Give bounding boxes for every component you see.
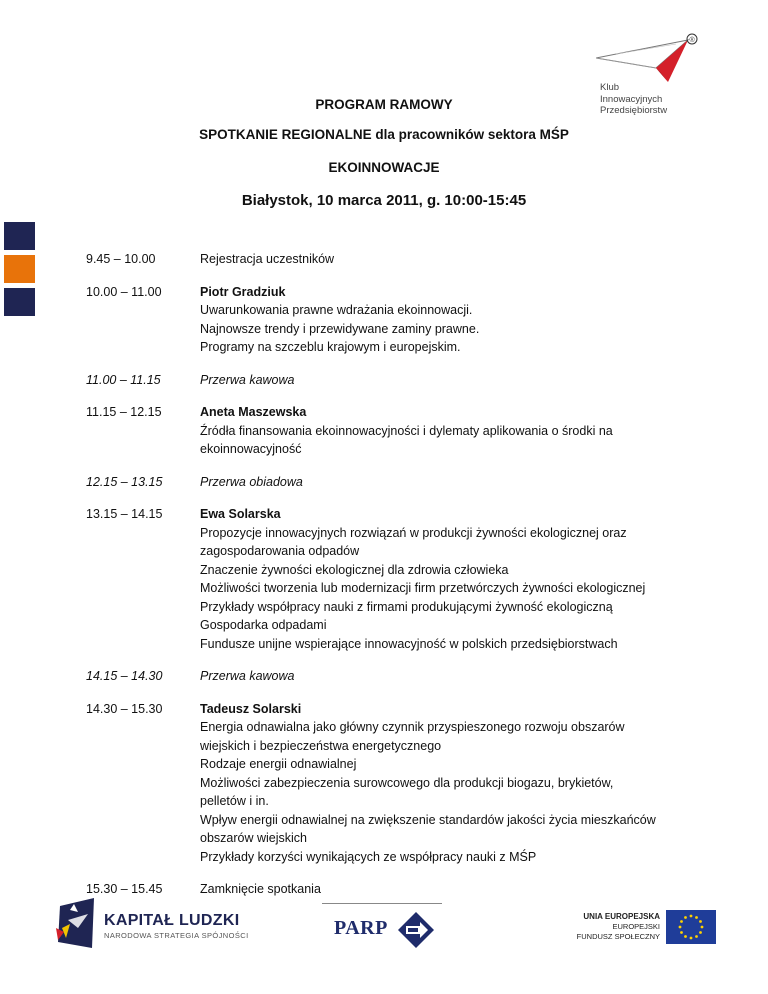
schedule-time: 10.00 – 11.00: [86, 284, 162, 299]
schedule-line: Propozycje innowacyjnych rozwiązań w produkcji żywności ekologicznej oraz: [200, 525, 627, 540]
eu-star-icon: [690, 915, 693, 918]
program-title: PROGRAM RAMOWY: [315, 97, 453, 112]
schedule-line: Fundusze unijne wspierające innowacyjność w polskich przedsiębiorstwach: [200, 636, 618, 651]
schedule-time: 13.15 – 14.15: [86, 507, 163, 521]
kip-line-3: Przedsiębiorstw: [600, 105, 668, 116]
schedule-line: Gospodarka odpadami: [200, 618, 327, 632]
schedule-row: [86, 700, 706, 867]
schedule: [86, 250, 706, 913]
footer-divider: [322, 903, 442, 904]
eu-text: [577, 912, 660, 942]
speaker-name: Aneta Maszewska: [200, 405, 307, 419]
eu-line-2: EUROPEJSKI: [612, 922, 660, 931]
eu-star-icon: [684, 916, 687, 919]
kip-line-1: Klub: [600, 82, 620, 93]
registered-mark: ®: [689, 37, 695, 44]
kapital-ludzki-emblem-icon: [54, 898, 100, 948]
schedule-time: 11.00 – 11.15: [86, 372, 161, 387]
schedule-row: [86, 403, 706, 459]
parp-logo: [334, 912, 444, 952]
schedule-time: 12.15 – 13.15: [86, 474, 163, 489]
schedule-row: [86, 250, 706, 269]
kip-line-2: Innowacyjnych: [600, 93, 663, 105]
schedule-content: [200, 667, 706, 686]
schedule-content: [200, 283, 706, 357]
schedule-line: Wpływ energii odnawialnej na zwiększenie standardów jakości życia mieszkańców: [200, 812, 656, 827]
topic-title: EKOINNOWACJE: [328, 160, 440, 175]
parp-emblem-icon: [398, 912, 434, 948]
schedule-content: [200, 880, 706, 899]
meeting-subtitle: SPOTKANIE REGIONALNE dla pracowników sektora MŚP: [199, 127, 569, 142]
side-squares: [4, 222, 35, 321]
kapital-ludzki-subtitle: NARODOWA STRATEGIA SPÓJNOŚCI: [104, 931, 249, 940]
schedule-row: [86, 283, 706, 357]
schedule-line: Przerwa kawowa: [200, 372, 295, 387]
parp-wordmark: PARP: [334, 917, 388, 939]
speaker-name: Ewa Solarska: [200, 507, 281, 521]
schedule-line: Rodzaje energii odnawialnej: [200, 757, 357, 771]
eu-star-icon: [684, 935, 687, 938]
schedule-row: [86, 505, 706, 653]
schedule-content: [200, 371, 706, 390]
schedule-time: 14.15 – 14.30: [86, 669, 163, 683]
schedule-line: Przerwa obiadowa: [200, 474, 303, 489]
eu-star-icon: [680, 931, 683, 934]
schedule-content: [200, 250, 706, 269]
eu-line-1: UNIA EUROPEJSKA: [583, 912, 660, 921]
schedule-line: wiejskich i bezpieczeństwa energetycznego: [200, 738, 442, 753]
kapital-ludzki-title: KAPITAŁ LUDZKI: [104, 912, 240, 929]
eu-line-3: FUNDUSZ SPOŁECZNY: [576, 932, 660, 941]
eu-star-icon: [695, 916, 698, 919]
eu-logo: [570, 910, 720, 950]
schedule-line: Energia odnawialna jako główny czynnik przyspieszonego rozwoju obszarów: [200, 720, 625, 734]
eu-star-icon: [701, 926, 704, 929]
schedule-line: Najnowsze trendy i przewidywane zaminy prawne.: [200, 321, 480, 336]
schedule-row: [86, 473, 706, 492]
schedule-line: Znaczenie żywności ekologicznej dla zdrowia człowieka: [200, 562, 509, 577]
schedule-line: Programy na szczeblu krajowym i europejskim.: [200, 340, 461, 354]
schedule-line: Rejestracja uczestników: [200, 252, 335, 266]
schedule-time: 15.30 – 15.45: [86, 882, 163, 896]
schedule-line: Zamknięcie spotkania: [200, 882, 321, 896]
eu-star-icon: [679, 926, 682, 929]
schedule-line: Możliwości tworzenia lub modernizacji firm przetwórczych żywności ekologicznej: [200, 581, 646, 595]
schedule-time: 9.45 – 10.00: [86, 252, 156, 266]
eu-star-icon: [690, 937, 693, 940]
schedule-content: [200, 473, 706, 492]
speaker-name: Tadeusz Solarski: [200, 701, 302, 716]
navy-square: [4, 222, 35, 250]
schedule-line: pelletów i in.: [200, 794, 269, 808]
schedule-line: zagospodarowania odpadów: [200, 544, 360, 558]
schedule-line: Źródła finansowania ekoinnowacyjności i dylematy aplikowania o środki na: [200, 423, 613, 438]
eu-star-icon: [680, 920, 683, 923]
schedule-content: [200, 700, 706, 867]
orange-square: [4, 255, 35, 283]
schedule-line: ekoinnowacyjność: [200, 442, 302, 456]
kapital-ludzki-logo: [54, 898, 254, 948]
speaker-name: Piotr Gradziuk: [200, 284, 286, 299]
date-place: Białystok, 10 marca 2011, g. 10:00-15:45: [241, 192, 527, 209]
schedule-row: [86, 880, 706, 899]
eu-star-icon: [699, 920, 702, 923]
schedule-time: 14.30 – 15.30: [86, 701, 163, 716]
schedule-row: [86, 667, 706, 686]
eu-flag-icon: [666, 910, 716, 944]
navy-square: [4, 288, 35, 316]
schedule-line: Przykłady współpracy nauki z firmami produkującymi żywność ekologiczną: [200, 599, 613, 614]
schedule-line: Przerwa kawowa: [200, 669, 295, 683]
schedule-time: 11.15 – 12.15: [86, 405, 162, 419]
schedule-line: Możliwości zabezpieczenia surowcowego dla produkcji biogazu, brykietów,: [200, 775, 614, 790]
schedule-content: [200, 403, 706, 459]
schedule-line: obszarów wiejskich: [200, 831, 307, 845]
schedule-line: Przykłady korzyści wynikających ze współpracy nauki z MŚP: [200, 849, 537, 864]
schedule-content: [200, 505, 706, 653]
schedule-line: Uwarunkowania prawne wdrażania ekoinnowacji.: [200, 303, 473, 317]
schedule-row: [86, 371, 706, 390]
paper-plane-icon: [596, 30, 716, 90]
eu-star-icon: [695, 935, 698, 938]
eu-star-icon: [699, 931, 702, 934]
